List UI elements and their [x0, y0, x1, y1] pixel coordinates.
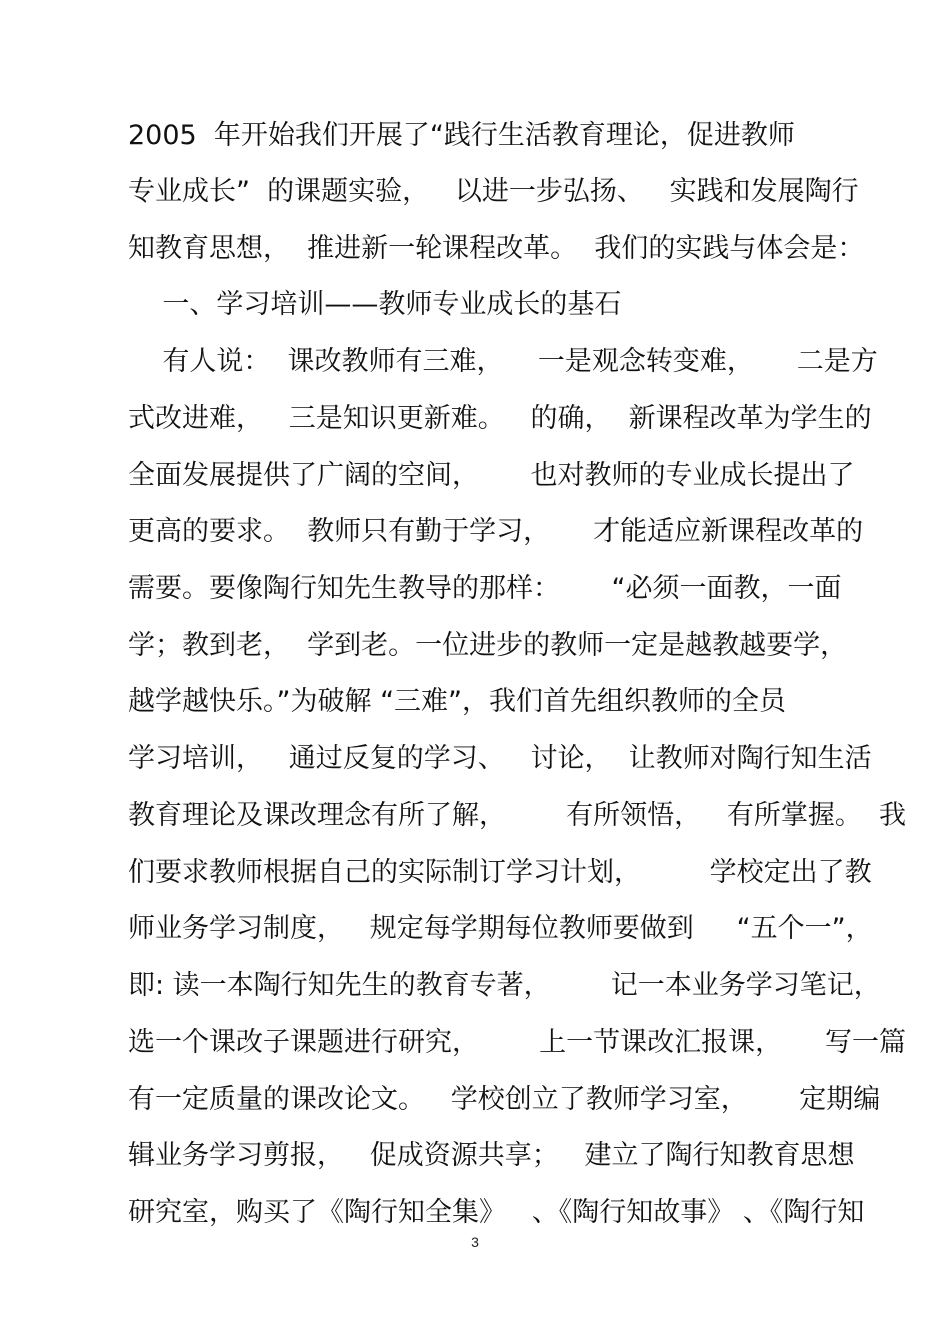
- text-line: 专业成长” 的课题实验， 以进一步弘扬、 实践和发展陶行: [128, 176, 859, 207]
- text-line: 越学越快乐。”为破解 “三难”，我们首先组织教师的全员: [128, 686, 787, 717]
- text-line: 更高的要求。 教师只有勤于学习， 才能适应新课程改革的: [128, 516, 864, 547]
- text-line: 选一个课改子课题进行研究， 上一节课改汇报课， 写一篇: [128, 1027, 906, 1058]
- text-line: 学习培训， 通过反复的学习、 讨论， 让教师对陶行知生活: [128, 743, 872, 774]
- text-line: 2005 年开始我们开展了“践行生活教育理论，促进教师: [128, 120, 795, 151]
- text-line: 需要。要像陶行知先生教导的那样： “必须一面教，一面: [128, 573, 842, 604]
- text-line: 们要求教师根据自己的实际制订学习计划， 学校定出了教: [128, 857, 872, 888]
- text-line: 辑业务学习剪报， 促成资源共享； 建立了陶行知教育思想: [128, 1140, 855, 1171]
- text-line: 全面发展提供了广阔的空间， 也对教师的专业成长提出了: [128, 460, 855, 491]
- text-line: 即: 读一本陶行知先生的教育专著， 记一本业务学习笔记，: [128, 970, 881, 1001]
- text-line: 学；教到老， 学到老。一位进步的教师一定是越教越要学，: [128, 630, 848, 661]
- text-line: 研究室，购买了《陶行知全集》 、《陶行知故事》 、《陶行知: [128, 1197, 865, 1228]
- page-number: 3: [471, 1234, 479, 1250]
- text-line: 知教育思想， 推进新一轮课程改革。 我们的实践与体会是：: [128, 233, 865, 264]
- section-heading: 一、学习培训——教师专业成长的基石: [128, 289, 622, 320]
- text-line: 教育理论及课改理念有所了解， 有所领悟， 有所掌握。 我: [128, 800, 906, 831]
- text-line: 式改进难， 三是知识更新难。 的确， 新课程改革为学生的: [128, 403, 872, 434]
- text-line: 有一定质量的课改论文。 学校创立了教师学习室， 定期编: [128, 1084, 881, 1115]
- text-line: 有人说： 课改教师有三难， 一是观念转变难， 二是方: [128, 346, 878, 377]
- text-line: 师业务学习制度， 规定每学期每位教师要做到 “五个一”，: [128, 913, 873, 944]
